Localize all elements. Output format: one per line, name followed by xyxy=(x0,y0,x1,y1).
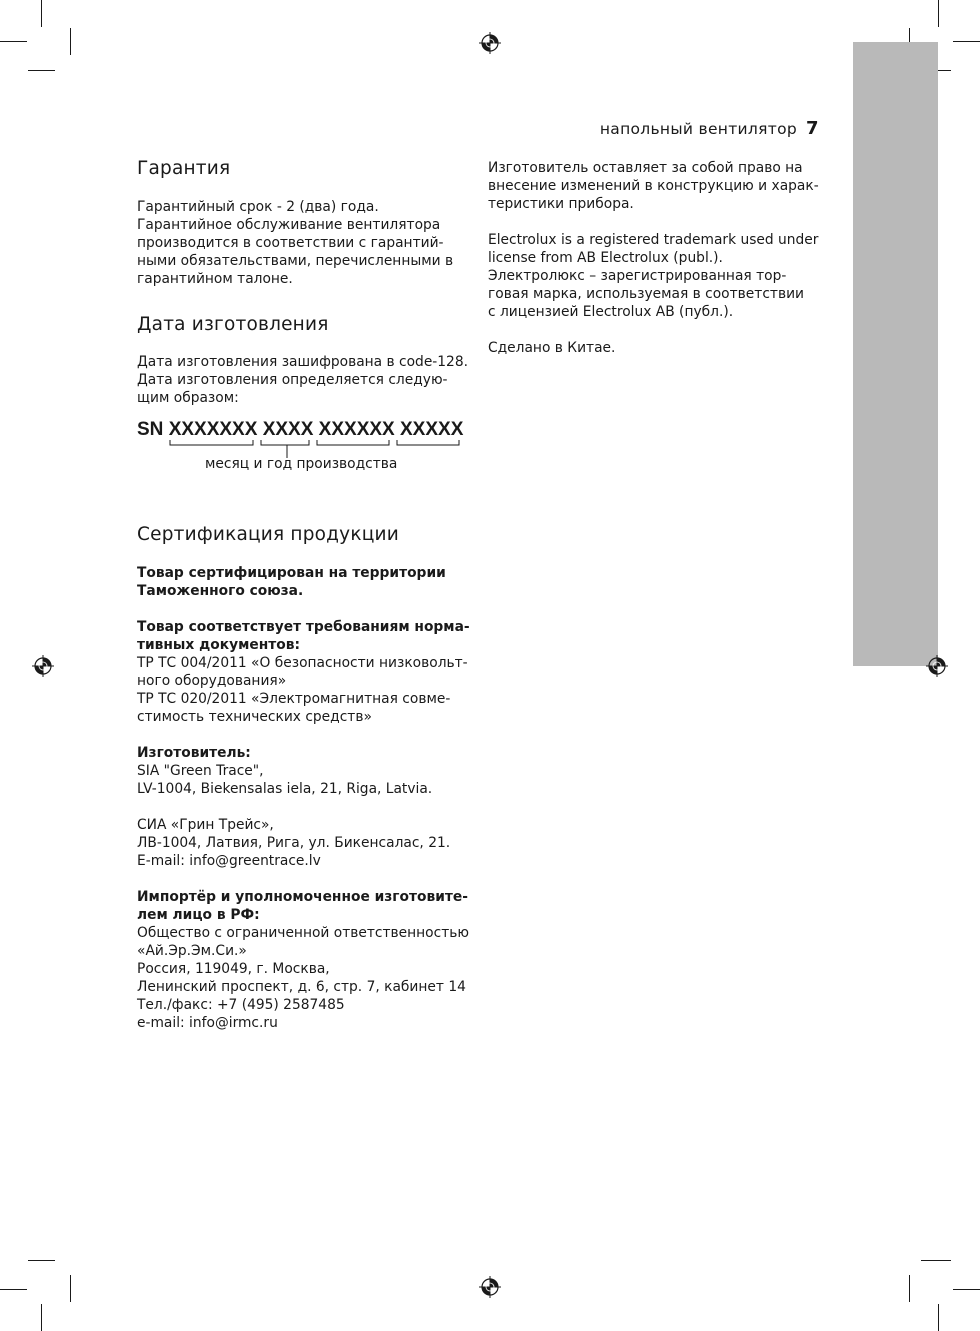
crop-mark xyxy=(0,1289,27,1290)
crop-mark xyxy=(28,1260,55,1261)
crop-mark xyxy=(41,0,42,27)
text-line: «Ай.Эр.Эм.Си.» xyxy=(137,943,247,959)
text-line: Дата изготовления зашифрована в code-128. xyxy=(137,354,469,370)
text-line: ТР ТС 004/2011 «О безопасности низковольт- xyxy=(137,655,468,671)
text-line: license from AB Electrolux (publ.). xyxy=(488,250,723,266)
text-line: тивных документов: xyxy=(137,637,300,653)
text-line: Общество с ограниченной ответственностью xyxy=(137,925,469,941)
text-line: щим образом: xyxy=(137,390,239,406)
certification-heading: Сертификация продукции xyxy=(137,524,399,545)
text-line: Таможенного союза. xyxy=(137,583,304,599)
text-line: лем лицо в РФ: xyxy=(137,907,260,923)
text-line: ного оборудования» xyxy=(137,673,287,689)
text-line: Импортёр и уполномоченное изготовите- xyxy=(137,889,468,905)
text-line: Электролюкс – зарегистрированная тор- xyxy=(488,268,787,284)
text-line: Товар соответствует требованиям норма- xyxy=(137,619,470,635)
registration-mark-icon xyxy=(32,655,54,677)
text-line: с лицензией Electrolux AB (публ.). xyxy=(488,304,734,320)
text-line: Сделано в Китае. xyxy=(488,340,616,356)
serial-group: XXXX xyxy=(262,419,314,440)
text-line: Гарантийное обслуживание вентилятора xyxy=(137,217,441,233)
text-line: SIA "Green Trace", xyxy=(137,763,264,779)
text-line: Electrolux is a registered trademark used under xyxy=(488,232,819,248)
warranty-text xyxy=(137,198,453,288)
text-line: Товар сертифицирован на территории xyxy=(137,565,446,581)
serial-group: XXXXXX xyxy=(318,419,395,440)
side-tab xyxy=(853,42,938,666)
text-line: Ленинский проспект, д. 6, стр. 7, кабинет 14 xyxy=(137,979,466,995)
crop-mark xyxy=(909,1275,910,1302)
serial-prefix: SN xyxy=(137,419,164,440)
manufacture-date-text xyxy=(137,353,468,407)
text-line: Тел./факс: +7 (495) 2587485 xyxy=(137,997,345,1013)
text-line: гарантийном талоне. xyxy=(137,271,293,287)
registration-mark-icon xyxy=(479,1276,501,1298)
norms-text xyxy=(137,618,470,726)
crop-mark xyxy=(0,41,27,42)
text-line: E-mail: info@greentrace.lv xyxy=(137,853,321,869)
page-number: 7 xyxy=(806,118,819,139)
running-header: напольный вентилятор xyxy=(599,120,797,138)
serial-group: XXXXX xyxy=(400,419,464,440)
crop-mark xyxy=(953,41,980,42)
text-line: Гарантийный срок - 2 (два) года. xyxy=(137,199,379,215)
text-line: стимость технических средств» xyxy=(137,709,372,725)
crop-mark xyxy=(28,70,55,71)
crop-mark xyxy=(938,1304,939,1331)
serial-group: XXXXXXX xyxy=(168,419,258,440)
certification-text xyxy=(137,564,446,600)
text-line: ЛВ-1004, Латвия, Рига, ул. Бикенсалас, 21. xyxy=(137,835,451,851)
rights-text xyxy=(488,159,819,213)
registration-mark-icon xyxy=(926,655,948,677)
text-line: ными обязательствами, перечисленными в xyxy=(137,253,454,269)
warranty-heading: Гарантия xyxy=(137,158,231,179)
text-line: Изготовитель: xyxy=(137,745,251,761)
text-line: e-mail: info@irmc.ru xyxy=(137,1015,278,1031)
text-line: СИА «Грин Трейс», xyxy=(137,817,274,833)
text-line: LV-1004, Biekensalas iela, 21, Riga, Latvia. xyxy=(137,781,433,797)
text-line: Россия, 119049, г. Москва, xyxy=(137,961,330,977)
manufacturer-ru-text xyxy=(137,816,450,870)
text-line: производится в соответствии с гарантий- xyxy=(137,235,444,251)
manufacture-date-heading: Дата изготовления xyxy=(137,314,329,335)
text-line: Дата изготовления определяется следую- xyxy=(137,372,448,388)
text-line: внесение изменений в конструкцию и харак- xyxy=(488,178,819,194)
registration-mark-icon xyxy=(479,32,501,54)
crop-mark xyxy=(70,28,71,55)
crop-mark xyxy=(921,1260,951,1261)
serial-caption: месяц и год производства xyxy=(205,456,398,472)
manufacturer-text xyxy=(137,744,432,798)
trademark-text xyxy=(488,231,818,321)
crop-mark xyxy=(41,1304,42,1331)
crop-mark xyxy=(953,1289,980,1290)
crop-mark xyxy=(938,0,939,27)
crop-mark xyxy=(70,1275,71,1302)
text-line: ТР ТС 020/2011 «Электромагнитная совме- xyxy=(137,691,451,707)
text-line: говая марка, используемая в соответствии xyxy=(488,286,805,302)
serial-number-format xyxy=(137,419,463,441)
text-line: Изготовитель оставляет за собой право на xyxy=(488,160,803,176)
made-in-text xyxy=(488,339,615,357)
text-line: теристики прибора. xyxy=(488,196,634,212)
importer-text xyxy=(137,888,469,1032)
